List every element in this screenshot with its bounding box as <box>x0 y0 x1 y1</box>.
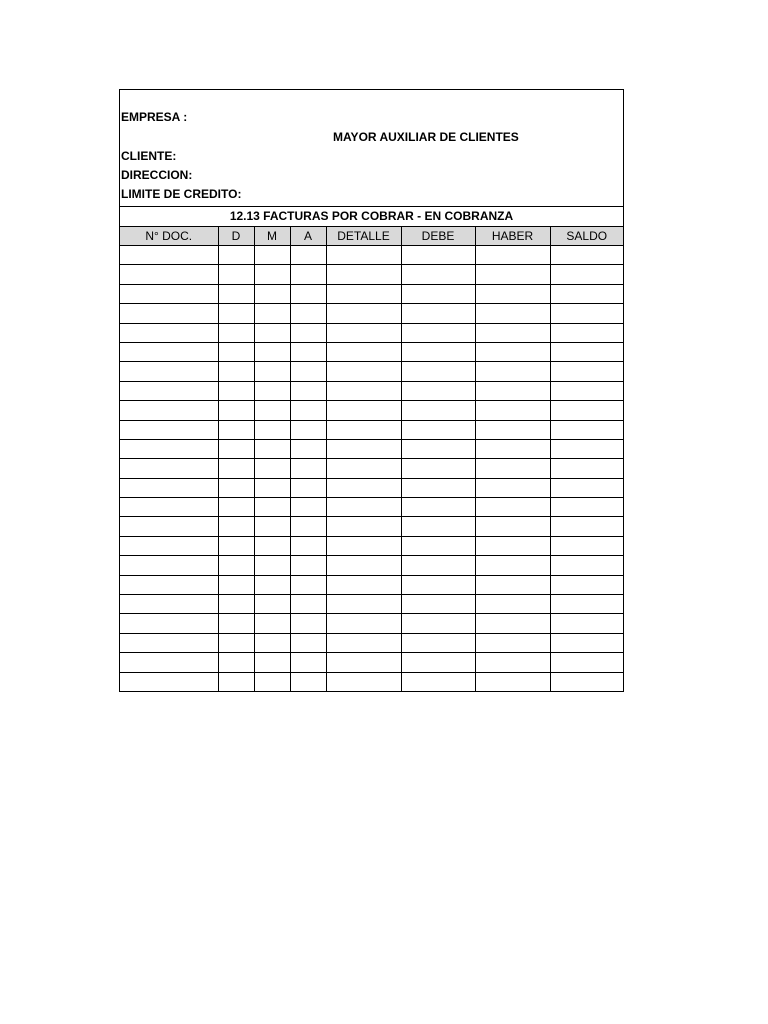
table-cell <box>326 672 401 691</box>
table-cell <box>475 284 550 303</box>
table-row <box>120 556 623 575</box>
table-cell <box>550 265 623 284</box>
table-cell <box>290 633 326 652</box>
table-cell <box>254 439 290 458</box>
table-row <box>120 362 623 381</box>
table-cell <box>326 517 401 536</box>
table-cell <box>401 439 475 458</box>
table-cell <box>254 459 290 478</box>
table-cell <box>218 575 254 594</box>
table-cell <box>218 323 254 342</box>
table-row <box>120 420 623 439</box>
table-cell <box>475 672 550 691</box>
table-cell <box>326 595 401 614</box>
table-cell <box>254 304 290 323</box>
table-cell <box>475 517 550 536</box>
table-cell <box>254 401 290 420</box>
table-cell <box>254 517 290 536</box>
table-cell <box>218 304 254 323</box>
table-cell <box>218 420 254 439</box>
table-cell <box>326 401 401 420</box>
table-cell <box>254 362 290 381</box>
table-cell <box>290 614 326 633</box>
table-cell <box>550 517 623 536</box>
table-cell <box>290 556 326 575</box>
table-cell <box>326 633 401 652</box>
table-cell <box>290 575 326 594</box>
table-cell <box>290 517 326 536</box>
table-cell <box>290 323 326 342</box>
table-cell <box>218 265 254 284</box>
table-cell <box>475 633 550 652</box>
table-cell <box>120 517 218 536</box>
table-cell <box>290 653 326 672</box>
table-cell <box>218 517 254 536</box>
table-cell <box>120 614 218 633</box>
table-cell <box>120 323 218 342</box>
table-cell <box>475 614 550 633</box>
table-cell <box>120 575 218 594</box>
table-cell <box>326 323 401 342</box>
table-cell <box>290 401 326 420</box>
col-header-debe: DEBE <box>401 227 475 246</box>
table-cell <box>326 478 401 497</box>
table-cell <box>550 323 623 342</box>
table-cell <box>120 478 218 497</box>
table-row <box>120 614 623 633</box>
table-cell <box>401 381 475 400</box>
table-cell <box>475 381 550 400</box>
table-cell <box>120 362 218 381</box>
table-row <box>120 633 623 652</box>
table-cell <box>218 362 254 381</box>
empresa-label: EMPRESA : <box>121 110 188 124</box>
table-cell <box>218 246 254 265</box>
table-cell <box>401 517 475 536</box>
table-cell <box>401 362 475 381</box>
table-cell <box>290 498 326 517</box>
table-cell <box>401 672 475 691</box>
table-cell <box>326 614 401 633</box>
table-cell <box>254 653 290 672</box>
table-cell <box>254 536 290 555</box>
col-header-mes: M <box>254 227 290 246</box>
cliente-label: CLIENTE: <box>121 149 177 163</box>
table-row <box>120 304 623 323</box>
table-cell <box>401 459 475 478</box>
table-cell <box>550 401 623 420</box>
table-cell <box>254 381 290 400</box>
table-cell <box>290 459 326 478</box>
table-cell <box>550 439 623 458</box>
table-cell <box>475 595 550 614</box>
table-cell <box>550 498 623 517</box>
table-cell <box>120 536 218 555</box>
table-cell <box>326 381 401 400</box>
col-header-dia: D <box>218 227 254 246</box>
table-cell <box>290 672 326 691</box>
table-cell <box>401 284 475 303</box>
table-cell <box>401 595 475 614</box>
table-cell <box>326 653 401 672</box>
table-cell <box>120 459 218 478</box>
table-cell <box>254 595 290 614</box>
table-cell <box>401 575 475 594</box>
table-cell <box>401 633 475 652</box>
table-row <box>120 284 623 303</box>
table-cell <box>326 284 401 303</box>
table-cell <box>254 284 290 303</box>
table-row <box>120 459 623 478</box>
table-cell <box>550 478 623 497</box>
table-cell <box>254 498 290 517</box>
table-cell <box>218 478 254 497</box>
table-cell <box>218 381 254 400</box>
col-header-anio: A <box>290 227 326 246</box>
table-row <box>120 672 623 691</box>
table-cell <box>401 420 475 439</box>
table-cell <box>326 459 401 478</box>
table-cell <box>120 439 218 458</box>
table-cell <box>120 633 218 652</box>
table-cell <box>120 342 218 361</box>
table-cell <box>120 595 218 614</box>
table-cell <box>550 614 623 633</box>
table-cell <box>550 284 623 303</box>
table-cell <box>475 653 550 672</box>
table-cell <box>550 362 623 381</box>
table-cell <box>550 653 623 672</box>
table-cell <box>254 420 290 439</box>
table-cell <box>290 265 326 284</box>
table-cell <box>290 246 326 265</box>
table-row <box>120 517 623 536</box>
table-cell <box>401 304 475 323</box>
table-cell <box>218 284 254 303</box>
ledger-title: MAYOR AUXILIAR DE CLIENTES <box>333 130 519 144</box>
table-cell <box>550 420 623 439</box>
table-cell <box>290 478 326 497</box>
table-cell <box>401 323 475 342</box>
table-cell <box>120 265 218 284</box>
table-cell <box>475 246 550 265</box>
table-cell <box>326 246 401 265</box>
table-cell <box>290 536 326 555</box>
table-cell <box>550 342 623 361</box>
table-cell <box>218 595 254 614</box>
table-row <box>120 342 623 361</box>
table-cell <box>401 246 475 265</box>
table-cell <box>475 498 550 517</box>
table-cell <box>475 420 550 439</box>
table-cell <box>475 265 550 284</box>
table-row <box>120 498 623 517</box>
table-cell <box>401 401 475 420</box>
table-cell <box>290 304 326 323</box>
table-cell <box>550 304 623 323</box>
col-header-detalle: DETALLE <box>326 227 401 246</box>
table-cell <box>290 342 326 361</box>
table-cell <box>475 401 550 420</box>
section-title: 12.13 FACTURAS POR COBRAR - EN COBRANZA <box>120 207 623 227</box>
table-cell <box>218 439 254 458</box>
table-cell <box>290 420 326 439</box>
col-header-haber: HABER <box>475 227 550 246</box>
limite-credito-label: LIMITE DE CREDITO: <box>121 187 242 201</box>
table-row <box>120 575 623 594</box>
table-cell <box>326 304 401 323</box>
table-cell <box>120 284 218 303</box>
table-cell <box>120 401 218 420</box>
table-row <box>120 381 623 400</box>
table-cell <box>290 381 326 400</box>
direccion-label: DIRECCION: <box>121 168 193 182</box>
table-cell <box>218 498 254 517</box>
table-cell <box>475 439 550 458</box>
table-row <box>120 536 623 555</box>
table-cell <box>401 342 475 361</box>
table-cell <box>120 246 218 265</box>
table-cell <box>550 595 623 614</box>
table-cell <box>326 575 401 594</box>
table-cell <box>401 536 475 555</box>
table-cell <box>475 556 550 575</box>
table-cell <box>254 633 290 652</box>
table-cell <box>326 556 401 575</box>
table-cell <box>326 265 401 284</box>
table-cell <box>254 246 290 265</box>
table-cell <box>290 439 326 458</box>
table-cell <box>120 420 218 439</box>
table-cell <box>290 362 326 381</box>
table-cell <box>218 672 254 691</box>
ledger-table <box>120 227 623 691</box>
table-cell <box>550 575 623 594</box>
table-cell <box>475 323 550 342</box>
table-cell <box>475 478 550 497</box>
table-cell <box>326 420 401 439</box>
table-row <box>120 595 623 614</box>
table-cell <box>218 653 254 672</box>
table-cell <box>290 284 326 303</box>
table-cell <box>120 304 218 323</box>
table-cell <box>550 459 623 478</box>
table-row <box>120 246 623 265</box>
table-cell <box>401 653 475 672</box>
table-cell <box>475 536 550 555</box>
table-cell <box>120 498 218 517</box>
table-cell <box>290 595 326 614</box>
table-cell <box>218 401 254 420</box>
table-cell <box>254 672 290 691</box>
table-cell <box>218 556 254 575</box>
table-cell <box>326 536 401 555</box>
table-header-row <box>120 227 623 246</box>
table-cell <box>401 556 475 575</box>
col-header-ndoc: N° DOC. <box>120 227 218 246</box>
table-cell <box>550 536 623 555</box>
table-cell <box>550 381 623 400</box>
table-cell <box>326 498 401 517</box>
table-cell <box>326 362 401 381</box>
table-row <box>120 323 623 342</box>
table-cell <box>218 459 254 478</box>
table-cell <box>120 556 218 575</box>
table-row <box>120 478 623 497</box>
table-row <box>120 401 623 420</box>
table-cell <box>218 536 254 555</box>
table-cell <box>475 304 550 323</box>
table-cell <box>475 362 550 381</box>
table-cell <box>254 575 290 594</box>
col-header-saldo: SALDO <box>550 227 623 246</box>
table-row <box>120 265 623 284</box>
ledger-header <box>120 90 623 207</box>
table-cell <box>254 478 290 497</box>
table-cell <box>120 653 218 672</box>
ledger-sheet <box>119 89 624 692</box>
table-cell <box>218 614 254 633</box>
table-cell <box>254 556 290 575</box>
table-cell <box>326 439 401 458</box>
table-row <box>120 439 623 458</box>
table-cell <box>550 633 623 652</box>
table-cell <box>550 672 623 691</box>
table-cell <box>475 342 550 361</box>
table-cell <box>120 381 218 400</box>
table-cell <box>254 342 290 361</box>
table-cell <box>120 672 218 691</box>
table-row <box>120 653 623 672</box>
table-cell <box>401 498 475 517</box>
ledger-body <box>120 246 623 691</box>
table-cell <box>218 633 254 652</box>
table-cell <box>401 614 475 633</box>
table-cell <box>326 342 401 361</box>
table-cell <box>550 556 623 575</box>
table-cell <box>475 575 550 594</box>
table-cell <box>550 246 623 265</box>
table-cell <box>254 265 290 284</box>
table-cell <box>254 614 290 633</box>
table-cell <box>254 323 290 342</box>
table-cell <box>401 478 475 497</box>
table-cell <box>401 265 475 284</box>
table-cell <box>475 459 550 478</box>
table-cell <box>218 342 254 361</box>
